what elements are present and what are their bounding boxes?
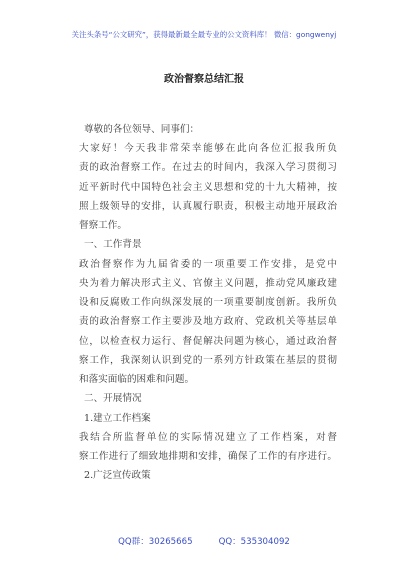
section-heading: 一、工作背景 [84, 239, 142, 250]
footer-qq-group: QQ群：30265665 [118, 537, 193, 547]
salutation: 尊敬的各位领导、同事们： [84, 124, 200, 135]
paragraph-line: 责的政治督察工作主要涉及地方政府、党政机关等基层单 [79, 316, 337, 327]
paragraph-line: 察工作进行了细致地排期和安排，确保了工作的有序进行。 [79, 451, 337, 462]
paragraph-line: 位，以检查权力运行、督促解决问题为核心，通过政治督 [79, 336, 337, 347]
paragraph-line: 照上级领导的安排，认真履行职责，积极主动地开展政治 [79, 201, 337, 212]
section-heading: 二、开展情况 [84, 393, 142, 404]
paragraph-line: 督察工作。 [79, 220, 127, 231]
document-title: 政治督察总结汇报 [164, 74, 244, 85]
paragraph-line: 大家好！今天我非常荣幸能够在此向各位汇报我所负 [79, 143, 337, 154]
paragraph-line: 我结合所监督单位的实际情况建立了工作档案，对督 [79, 432, 337, 443]
footer-contact [0, 535, 408, 547]
paragraph-line: 设和反腐败工作向纵深发展的一项重要制度创新。我所负 [79, 297, 337, 308]
subsection-heading: 1.建立工作档案 [84, 413, 151, 424]
footer-qq-number: QQ：535304092 [218, 537, 290, 547]
subsection-heading: 2.广泛宣传政策 [84, 470, 151, 481]
paragraph-line: 近平新时代中国特色社会主义思想和党的十九大精神，按 [79, 182, 337, 193]
header-promo-note: 关注头条号“公文研究”，获得最新最全最专业的公文资料库！ 微信：gongwenyj [71, 30, 337, 39]
paragraph-line: 央为着力解决形式主义、官僚主义问题，推动党风廉政建 [79, 278, 337, 289]
paragraph-line: 察工作，我深刻认识到党的一系列方针政策在基层的贯彻 [79, 355, 337, 366]
paragraph-line: 责的政治督察工作。在过去的时间内，我深入学习贯彻习 [79, 162, 337, 173]
paragraph-line: 政治督察作为九届省委的一项重要工作安排，是党中 [79, 259, 337, 270]
paragraph-line: 和落实面临的困难和问题。 [79, 374, 195, 385]
